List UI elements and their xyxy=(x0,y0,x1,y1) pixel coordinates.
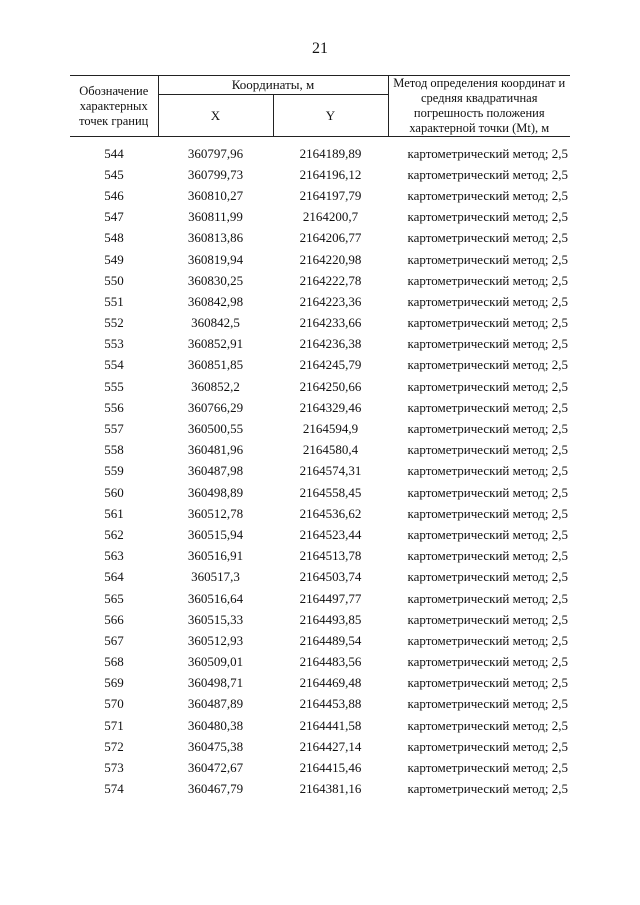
table-body xyxy=(70,137,570,800)
table-row xyxy=(70,715,570,736)
method-cell: картометрический метод; 2,5 xyxy=(407,209,568,225)
method-cell: картометрический метод; 2,5 xyxy=(407,293,568,309)
point-cell: 552 xyxy=(104,315,124,331)
y-cell: 2164233,66 xyxy=(299,315,362,331)
method-cell: картометрический метод; 2,5 xyxy=(407,230,568,246)
point-cell: 560 xyxy=(104,484,124,500)
point-cell: 573 xyxy=(104,760,124,776)
y-cell: 2164197,79 xyxy=(299,187,362,203)
y-cell: 2164236,38 xyxy=(299,336,362,352)
y-cell: 2164222,78 xyxy=(299,272,362,288)
point-cell: 563 xyxy=(104,548,124,564)
y-cell: 2164329,46 xyxy=(299,399,362,415)
table-row xyxy=(70,503,570,524)
x-header: X xyxy=(158,94,273,136)
method-cell: картометрический метод; 2,5 xyxy=(407,315,568,331)
y-cell: 2164489,54 xyxy=(299,632,362,648)
method-cell: картометрический метод; 2,5 xyxy=(407,611,568,627)
point-cell: 557 xyxy=(104,421,124,437)
y-cell: 2164381,16 xyxy=(299,781,362,797)
point-cell: 551 xyxy=(104,293,124,309)
method-cell: картометрический метод; 2,5 xyxy=(407,526,568,542)
x-cell: 360487,89 xyxy=(187,696,244,712)
y-cell: 2164427,14 xyxy=(299,738,362,754)
method-cell: картометрический метод; 2,5 xyxy=(407,463,568,479)
point-header: Обозначение характерных точек границ xyxy=(70,76,158,137)
y-header: Y xyxy=(273,94,388,136)
y-cell: 2164594,9 xyxy=(302,421,359,437)
table-row xyxy=(70,779,570,800)
method-cell: картометрический метод; 2,5 xyxy=(407,696,568,712)
y-cell: 2164206,77 xyxy=(299,230,362,246)
table-row xyxy=(70,440,570,461)
method-cell: картометрический метод; 2,5 xyxy=(407,569,568,585)
y-cell: 2164536,62 xyxy=(299,505,362,521)
method-cell: картометрический метод; 2,5 xyxy=(407,187,568,203)
x-cell: 360766,29 xyxy=(187,399,244,415)
point-cell: 554 xyxy=(104,357,124,373)
y-cell: 2164523,44 xyxy=(299,526,362,542)
method-cell: картометрический метод; 2,5 xyxy=(407,251,568,267)
y-cell: 2164497,77 xyxy=(299,590,362,606)
method-cell: картометрический метод; 2,5 xyxy=(407,378,568,394)
y-cell: 2164513,78 xyxy=(299,548,362,564)
point-cell: 546 xyxy=(104,187,124,203)
table-row xyxy=(70,588,570,609)
x-cell: 360487,98 xyxy=(187,463,244,479)
table-row xyxy=(70,567,570,588)
table-row xyxy=(70,652,570,673)
table-row xyxy=(70,609,570,630)
method-cell: картометрический метод; 2,5 xyxy=(407,442,568,458)
method-cell: картометрический метод; 2,5 xyxy=(407,548,568,564)
x-cell: 360509,01 xyxy=(187,654,244,670)
point-cell: 570 xyxy=(104,696,124,712)
y-cell: 2164493,85 xyxy=(299,611,362,627)
table-row xyxy=(70,334,570,355)
x-cell: 360797,96 xyxy=(187,145,244,161)
y-cell: 2164441,58 xyxy=(299,717,362,733)
x-cell: 360813,86 xyxy=(187,230,244,246)
method-cell: картометрический метод; 2,5 xyxy=(407,357,568,373)
point-cell: 555 xyxy=(104,378,124,394)
point-cell: 564 xyxy=(104,569,124,585)
coordinates-table xyxy=(70,75,570,800)
y-cell: 2164245,79 xyxy=(299,357,362,373)
y-cell: 2164200,7 xyxy=(302,209,359,225)
x-cell: 360852,2 xyxy=(191,378,240,394)
table-row xyxy=(70,143,570,164)
coordinates-header: Координаты, м xyxy=(158,76,388,95)
x-cell: 360810,27 xyxy=(187,187,244,203)
point-cell: 562 xyxy=(104,526,124,542)
x-cell: 360498,71 xyxy=(187,675,244,691)
point-cell: 569 xyxy=(104,675,124,691)
table-row xyxy=(70,313,570,334)
method-cell: картометрический метод; 2,5 xyxy=(407,145,568,161)
method-cell: картометрический метод; 2,5 xyxy=(407,166,568,182)
table-row xyxy=(70,630,570,651)
method-cell: картометрический метод; 2,5 xyxy=(407,632,568,648)
point-cell: 548 xyxy=(104,230,124,246)
point-cell: 544 xyxy=(104,145,124,161)
point-cell: 556 xyxy=(104,399,124,415)
table-row xyxy=(70,736,570,757)
x-cell: 360467,79 xyxy=(187,781,244,797)
table-row xyxy=(70,270,570,291)
point-cell: 545 xyxy=(104,166,124,182)
x-cell: 360819,94 xyxy=(187,251,244,267)
table-row xyxy=(70,524,570,545)
y-cell: 2164558,45 xyxy=(299,484,362,500)
table-row xyxy=(70,249,570,270)
point-cell: 553 xyxy=(104,336,124,352)
table-row xyxy=(70,397,570,418)
method-cell: картометрический метод; 2,5 xyxy=(407,675,568,691)
y-cell: 2164189,89 xyxy=(299,145,362,161)
table-row xyxy=(70,673,570,694)
x-cell: 360811,99 xyxy=(188,209,243,225)
point-cell: 574 xyxy=(104,781,124,797)
y-cell: 2164453,88 xyxy=(299,696,362,712)
point-cell: 558 xyxy=(104,442,124,458)
y-cell: 2164220,98 xyxy=(299,251,362,267)
x-cell: 360799,73 xyxy=(187,166,244,182)
method-header: Метод определения координат и средняя квадратичная погрешность положения характерной точки (Mt), м xyxy=(388,76,570,137)
point-cell: 549 xyxy=(104,251,124,267)
method-cell: картометрический метод; 2,5 xyxy=(407,590,568,606)
y-cell: 2164469,48 xyxy=(299,675,362,691)
table-row xyxy=(70,291,570,312)
table-row xyxy=(70,482,570,503)
x-cell: 360852,91 xyxy=(187,336,244,352)
table-row xyxy=(70,355,570,376)
table-row xyxy=(70,694,570,715)
point-cell: 572 xyxy=(104,738,124,754)
x-cell: 360517,3 xyxy=(191,569,240,585)
table-row xyxy=(70,757,570,778)
table-row xyxy=(70,376,570,397)
point-cell: 561 xyxy=(104,505,124,521)
y-cell: 2164250,66 xyxy=(299,378,362,394)
y-cell: 2164503,74 xyxy=(299,569,362,585)
x-cell: 360830,25 xyxy=(187,272,244,288)
table-row xyxy=(70,461,570,482)
x-cell: 360842,5 xyxy=(191,315,240,331)
x-cell: 360842,98 xyxy=(187,293,244,309)
method-cell: картометрический метод; 2,5 xyxy=(407,484,568,500)
method-cell: картометрический метод; 2,5 xyxy=(407,336,568,352)
method-cell: картометрический метод; 2,5 xyxy=(407,272,568,288)
table-header xyxy=(70,76,570,137)
point-cell: 567 xyxy=(104,632,124,648)
method-cell: картометрический метод; 2,5 xyxy=(407,399,568,415)
y-cell: 2164223,36 xyxy=(299,293,362,309)
x-cell: 360475,38 xyxy=(187,738,244,754)
x-cell: 360516,91 xyxy=(187,548,244,564)
x-cell: 360512,93 xyxy=(187,632,244,648)
x-cell: 360515,94 xyxy=(187,526,244,542)
point-cell: 568 xyxy=(104,654,124,670)
method-cell: картометрический метод; 2,5 xyxy=(407,781,568,797)
page-number: 21 xyxy=(312,40,328,57)
x-cell: 360500,55 xyxy=(187,421,244,437)
point-cell: 566 xyxy=(104,611,124,627)
point-cell: 565 xyxy=(104,590,124,606)
x-cell: 360512,78 xyxy=(187,505,244,521)
y-cell: 2164415,46 xyxy=(299,760,362,776)
x-cell: 360498,89 xyxy=(187,484,244,500)
table-row xyxy=(70,207,570,228)
method-cell: картометрический метод; 2,5 xyxy=(407,654,568,670)
point-cell: 571 xyxy=(104,717,124,733)
table-row xyxy=(70,418,570,439)
method-cell: картометрический метод; 2,5 xyxy=(407,717,568,733)
table-row xyxy=(70,546,570,567)
table-row xyxy=(70,164,570,185)
x-cell: 360516,64 xyxy=(187,590,244,606)
method-cell: картометрический метод; 2,5 xyxy=(407,421,568,437)
x-cell: 360515,33 xyxy=(187,611,244,627)
point-cell: 547 xyxy=(104,209,124,225)
point-cell: 550 xyxy=(104,272,124,288)
table-row xyxy=(70,185,570,206)
x-cell: 360480,38 xyxy=(187,717,244,733)
y-cell: 2164574,31 xyxy=(299,463,362,479)
y-cell: 2164483,56 xyxy=(299,654,362,670)
method-cell: картометрический метод; 2,5 xyxy=(407,505,568,521)
y-cell: 2164196,12 xyxy=(299,166,362,182)
x-cell: 360472,67 xyxy=(187,760,244,776)
x-cell: 360851,85 xyxy=(187,357,244,373)
x-cell: 360481,96 xyxy=(187,442,244,458)
table-row xyxy=(70,228,570,249)
point-cell: 559 xyxy=(104,463,124,479)
method-cell: картометрический метод; 2,5 xyxy=(407,738,568,754)
y-cell: 2164580,4 xyxy=(302,442,359,458)
method-cell: картометрический метод; 2,5 xyxy=(407,760,568,776)
